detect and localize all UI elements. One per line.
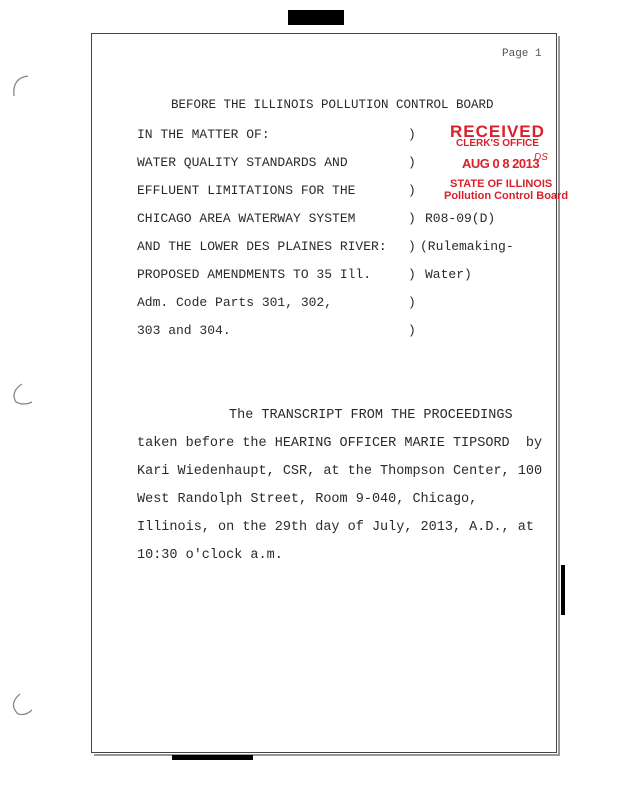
case-type: Water)	[425, 267, 472, 282]
caption-paren: )	[408, 323, 416, 338]
transcript-line: taken before the HEARING OFFICER MARIE TIPSORD by	[137, 436, 543, 451]
caption-paren: )	[408, 295, 416, 310]
caption-line: 303 and 304.	[137, 323, 231, 338]
caption-paren: )	[408, 267, 416, 282]
caption-paren: )	[408, 155, 416, 170]
stamp-clerk-office: CLERK'S OFFICE	[456, 138, 539, 149]
stamp-state: STATE OF ILLINOIS	[450, 178, 553, 190]
transcript-line: West Randolph Street, Room 9-040, Chicago,	[137, 492, 478, 507]
document-title: BEFORE THE ILLINOIS POLLUTION CONTROL BOARD	[171, 98, 494, 112]
redaction-bar-top	[288, 10, 344, 25]
received-stamp	[440, 122, 569, 207]
transcript-line: The TRANSCRIPT FROM THE PROCEEDINGS	[229, 408, 513, 423]
stamp-initials: DS	[534, 152, 548, 163]
transcript-line: Kari Wiedenhaupt, CSR, at the Thompson Center, 100	[137, 464, 543, 479]
caption-line: AND THE LOWER DES PLAINES RIVER:	[137, 239, 387, 254]
punch-hole-mark-top	[6, 72, 32, 100]
stamp-received: RECEIVED	[450, 122, 545, 141]
stamp-date: AUG 0 8 2013	[462, 156, 540, 171]
caption-line: EFFLUENT LIMITATIONS FOR THE	[137, 183, 356, 198]
redaction-bar-bottom	[172, 755, 253, 760]
caption-line: Adm. Code Parts 301, 302,	[137, 295, 333, 310]
margin-mark	[561, 565, 565, 615]
case-number: R08-09(D)	[425, 211, 496, 226]
caption-paren: )	[408, 127, 416, 142]
caption-paren: )	[408, 239, 416, 254]
caption-paren: )	[408, 211, 416, 226]
caption-line: CHICAGO AREA WATERWAY SYSTEM	[137, 211, 356, 226]
transcript-line: Illinois, on the 29th day of July, 2013, A.D., at	[137, 520, 534, 535]
caption-paren: )	[408, 183, 416, 198]
punch-hole-mark-bottom	[6, 690, 32, 718]
caption-line: WATER QUALITY STANDARDS AND	[137, 155, 348, 170]
caption-line: PROPOSED AMENDMENTS TO 35 Ill.	[137, 267, 372, 282]
transcript-line: 10:30 o'clock a.m.	[137, 548, 283, 563]
stamp-board: Pollution Control Board	[444, 190, 569, 202]
page-number: Page 1	[502, 48, 542, 60]
punch-hole-mark-middle	[6, 380, 32, 408]
caption-line: IN THE MATTER OF:	[137, 127, 270, 142]
case-type: (Rulemaking-	[420, 239, 514, 254]
